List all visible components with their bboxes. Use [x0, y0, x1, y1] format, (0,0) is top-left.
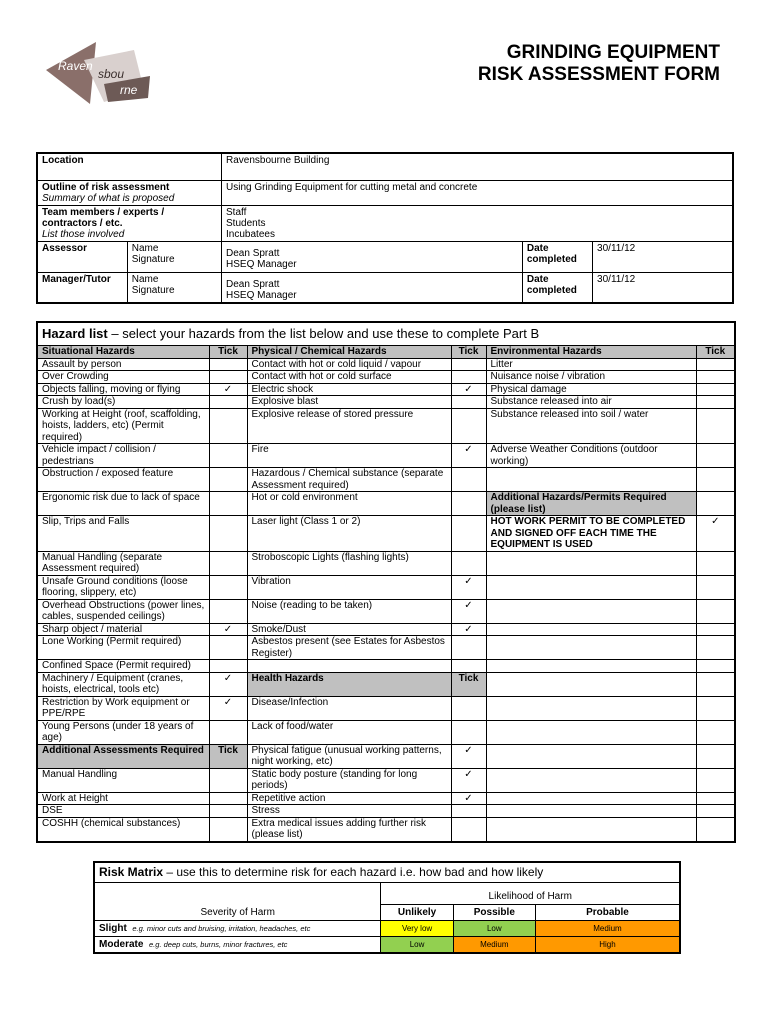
team-value-1: Staff	[226, 206, 247, 218]
logo-text-3: rne	[120, 83, 138, 97]
manager-fields	[127, 272, 221, 303]
hazard-row	[37, 551, 735, 575]
situational-hazard: Confined Space (Permit required)	[37, 660, 209, 673]
environmental-hazard: Litter	[486, 358, 696, 371]
title-line-2: RISK ASSESSMENT FORM	[477, 64, 720, 85]
physical-tick: ✓	[451, 599, 486, 623]
assessor-date: 30/11/12	[593, 241, 733, 272]
slight-label: Slight	[99, 923, 127, 934]
physical-hazard: Static body posture (standing for long periods)	[247, 768, 451, 792]
physical-tick	[451, 516, 486, 552]
row-moderate-label	[94, 937, 381, 954]
environmental-hazard	[486, 792, 696, 805]
hazard-list-table	[36, 321, 736, 843]
physical-hazard: Explosive release of stored pressure	[247, 408, 451, 444]
situational-tick	[209, 636, 247, 660]
environmental-tick	[696, 575, 735, 599]
assessor-signature-label: Signature	[131, 253, 175, 265]
hazard-row	[37, 792, 735, 805]
situational-hazard: Additional Assessments Required	[37, 744, 209, 768]
team-values	[222, 205, 733, 241]
hazard-row	[37, 623, 735, 636]
physical-tick: ✓	[451, 792, 486, 805]
outline-sub: Summary of what is proposed	[42, 192, 175, 204]
col-probable: Probable	[535, 905, 680, 921]
environmental-hazard	[486, 744, 696, 768]
environmental-tick	[696, 623, 735, 636]
physical-hazard: Smoke/Dust	[247, 623, 451, 636]
environmental-hazard	[486, 551, 696, 575]
situational-tick: ✓	[209, 383, 247, 396]
situational-hazard: Manual Handling	[37, 768, 209, 792]
environmental-tick	[696, 383, 735, 396]
physical-hazard: Noise (reading to be taken)	[247, 599, 451, 623]
physical-hazard: Asbestos present (see Estates for Asbestos Register)	[247, 636, 451, 660]
situational-hazard: Lone Working (Permit required)	[37, 636, 209, 660]
situational-tick	[209, 371, 247, 384]
physical-tick	[451, 720, 486, 744]
environmental-tick	[696, 744, 735, 768]
outline-value: Using Grinding Equipment for cutting metal and concrete	[222, 180, 733, 205]
environmental-header: Environmental Hazards	[486, 346, 696, 359]
col-unlikely: Unlikely	[381, 905, 453, 921]
environmental-tick	[696, 792, 735, 805]
physical-tick: ✓	[451, 575, 486, 599]
physical-hazard: Lack of food/water	[247, 720, 451, 744]
assessor-role: HSEQ Manager	[226, 258, 297, 270]
environmental-tick	[696, 720, 735, 744]
situational-hazard: Machinery / Equipment (cranes, hoists, electrical, tools etc)	[37, 672, 209, 696]
manager-date: 30/11/12	[593, 272, 733, 303]
hazard-row	[37, 383, 735, 396]
hazard-row	[37, 720, 735, 744]
physical-hazard: Fire	[247, 444, 451, 468]
situational-tick	[209, 468, 247, 492]
hazard-row	[37, 672, 735, 696]
tick-header-3: Tick	[696, 346, 735, 359]
environmental-tick	[696, 408, 735, 444]
hazard-row	[37, 396, 735, 409]
manager-value	[222, 272, 523, 303]
row-slight-label	[94, 921, 381, 937]
environmental-tick	[696, 817, 735, 842]
physical-tick	[451, 660, 486, 673]
assessment-details-table	[36, 152, 734, 304]
physical-hazard: Stress	[247, 805, 451, 818]
environmental-hazard	[486, 575, 696, 599]
situational-hazard: Work at Height	[37, 792, 209, 805]
situational-hazard: Obstruction / exposed feature	[37, 468, 209, 492]
environmental-hazard: Nuisance noise / vibration	[486, 371, 696, 384]
situational-hazard: Working at Height (roof, scaffolding, hoists, ladders, etc) (Permit required)	[37, 408, 209, 444]
physical-hazard: Repetitive action	[247, 792, 451, 805]
physical-hazard: Electric shock	[247, 383, 451, 396]
manager-role: HSEQ Manager	[226, 289, 297, 301]
physical-tick	[451, 358, 486, 371]
situational-tick: Tick	[209, 744, 247, 768]
moderate-possible: Medium	[453, 937, 535, 954]
hazard-rows	[37, 358, 735, 842]
physical-hazard: Contact with hot or cold surface	[247, 371, 451, 384]
moderate-probable: High	[535, 937, 680, 954]
environmental-hazard: HOT WORK PERMIT TO BE COMPLETED AND SIGNED OFF EACH TIME THE EQUIPMENT IS USED	[486, 516, 696, 552]
situational-hazard: COSHH (chemical substances)	[37, 817, 209, 842]
slight-probable: Medium	[535, 921, 680, 937]
moderate-unlikely: Low	[381, 937, 453, 954]
page-title	[478, 42, 720, 86]
environmental-tick	[696, 396, 735, 409]
situational-tick	[209, 492, 247, 516]
situational-tick	[209, 408, 247, 444]
environmental-hazard	[486, 696, 696, 720]
environmental-tick	[696, 358, 735, 371]
physical-tick	[451, 805, 486, 818]
risk-matrix-title	[94, 862, 680, 883]
physical-tick: ✓	[451, 444, 486, 468]
physical-hazard: Physical fatigue (unusual working patterns, night working, etc)	[247, 744, 451, 768]
environmental-hazard	[486, 660, 696, 673]
physical-tick	[451, 636, 486, 660]
situational-hazard: Assault by person	[37, 358, 209, 371]
tick-header-2: Tick	[451, 346, 486, 359]
physical-tick: ✓	[451, 768, 486, 792]
tick-header-1: Tick	[209, 346, 247, 359]
situational-tick	[209, 599, 247, 623]
environmental-tick	[696, 444, 735, 468]
situational-tick	[209, 575, 247, 599]
physical-tick	[451, 396, 486, 409]
manager-name-label: Name	[131, 273, 159, 285]
situational-tick	[209, 817, 247, 842]
hazard-row	[37, 371, 735, 384]
hazard-title-rest: – select your hazards from the list below and use these to complete Part B	[107, 326, 540, 341]
risk-matrix-title-rest: – use this to determine risk for each hazard i.e. how bad and how likely	[163, 865, 544, 879]
hazard-row	[37, 805, 735, 818]
hazard-row	[37, 492, 735, 516]
team-value-3: Incubatees	[226, 228, 275, 240]
situational-hazard: DSE	[37, 805, 209, 818]
environmental-tick	[696, 660, 735, 673]
environmental-tick	[696, 492, 735, 516]
environmental-hazard	[486, 768, 696, 792]
assessor-value	[222, 241, 523, 272]
situational-tick	[209, 660, 247, 673]
slight-example: e.g. minor cuts and bruising, irritation, headaches, etc	[132, 924, 311, 933]
assessor-name-label: Name	[131, 242, 159, 254]
hazard-row	[37, 358, 735, 371]
manager-signature-label: Signature	[131, 284, 175, 296]
location-label: Location	[37, 153, 222, 180]
physical-hazard: Hot or cold environment	[247, 492, 451, 516]
physical-hazard: Disease/Infection	[247, 696, 451, 720]
situational-tick: ✓	[209, 623, 247, 636]
situational-tick: ✓	[209, 672, 247, 696]
logo-text-2: sbou	[98, 67, 125, 81]
team-cell	[37, 205, 222, 241]
situational-tick	[209, 792, 247, 805]
physical-hazard: Health Hazards	[247, 672, 451, 696]
situational-hazard: Over Crowding	[37, 371, 209, 384]
physical-tick: ✓	[451, 623, 486, 636]
hazard-row	[37, 575, 735, 599]
hazard-row	[37, 599, 735, 623]
environmental-tick	[696, 768, 735, 792]
situational-hazard: Overhead Obstructions (power lines, cables, suspended ceilings)	[37, 599, 209, 623]
slight-possible: Low	[453, 921, 535, 937]
environmental-tick	[696, 599, 735, 623]
environmental-tick	[696, 468, 735, 492]
environmental-hazard	[486, 599, 696, 623]
likelihood-label: Likelihood of Harm	[381, 883, 680, 905]
environmental-hazard	[486, 636, 696, 660]
severity-label: Severity of Harm	[94, 905, 381, 921]
environmental-tick	[696, 371, 735, 384]
environmental-hazard	[486, 817, 696, 842]
situational-hazard: Vehicle impact / collision / pedestrians	[37, 444, 209, 468]
environmental-hazard	[486, 623, 696, 636]
physical-hazard: Explosive blast	[247, 396, 451, 409]
physical-tick: ✓	[451, 383, 486, 396]
moderate-example: e.g. deep cuts, burns, minor fractures, etc	[149, 940, 288, 949]
situational-hazard: Manual Handling (separate Assessment required)	[37, 551, 209, 575]
physical-tick: ✓	[451, 744, 486, 768]
hazard-title-bold: Hazard list	[42, 326, 108, 341]
hazard-row	[37, 744, 735, 768]
physical-tick: Tick	[451, 672, 486, 696]
environmental-tick	[696, 672, 735, 696]
outline-cell	[37, 180, 222, 205]
physical-tick	[451, 551, 486, 575]
team-value-2: Students	[226, 217, 266, 229]
hazard-row	[37, 468, 735, 492]
hazard-row	[37, 817, 735, 842]
situational-hazard: Unsafe Ground conditions (loose flooring, slippery, etc)	[37, 575, 209, 599]
logo-text-1: Raven	[58, 59, 93, 73]
physical-hazard: Extra medical issues adding further risk (please list)	[247, 817, 451, 842]
environmental-tick: ✓	[696, 516, 735, 552]
slight-unlikely: Very low	[381, 921, 453, 937]
assessor-date-label: Date completed	[522, 241, 592, 272]
environmental-hazard: Physical damage	[486, 383, 696, 396]
risk-matrix-title-bold: Risk Matrix	[99, 865, 164, 879]
environmental-tick	[696, 551, 735, 575]
physical-tick	[451, 817, 486, 842]
title-line-1: GRINDING EQUIPMENT	[506, 42, 720, 63]
environmental-hazard	[486, 468, 696, 492]
manager-date-label: Date completed	[522, 272, 592, 303]
situational-tick	[209, 768, 247, 792]
hazard-row	[37, 768, 735, 792]
environmental-hazard	[486, 720, 696, 744]
hazard-list-title	[37, 322, 735, 346]
physical-tick	[451, 492, 486, 516]
hazard-row	[37, 696, 735, 720]
environmental-hazard: Substance released into soil / water	[486, 408, 696, 444]
environmental-tick	[696, 636, 735, 660]
hazard-row	[37, 516, 735, 552]
situational-tick	[209, 444, 247, 468]
physical-hazard: Stroboscopic Lights (flashing lights)	[247, 551, 451, 575]
ravensbourne-logo	[44, 40, 154, 106]
situational-hazard: Restriction by Work equipment or PPE/RPE	[37, 696, 209, 720]
situational-tick	[209, 516, 247, 552]
physical-tick	[451, 696, 486, 720]
situational-tick	[209, 396, 247, 409]
outline-label: Outline of risk assessment	[42, 181, 170, 193]
location-value: Ravensbourne Building	[222, 153, 733, 180]
hazard-row	[37, 660, 735, 673]
team-label: Team members / experts / contractors / etc.	[42, 206, 165, 229]
physical-tick	[451, 468, 486, 492]
physical-header: Physical / Chemical Hazards	[247, 346, 451, 359]
environmental-tick	[696, 696, 735, 720]
physical-hazard: Laser light (Class 1 or 2)	[247, 516, 451, 552]
situational-hazard: Ergonomic risk due to lack of space	[37, 492, 209, 516]
environmental-hazard	[486, 805, 696, 818]
moderate-label: Moderate	[99, 939, 144, 950]
environmental-hazard: Substance released into air	[486, 396, 696, 409]
physical-tick	[451, 371, 486, 384]
manager-label: Manager/Tutor	[37, 272, 127, 303]
assessor-fields	[127, 241, 221, 272]
situational-hazard: Objects falling, moving or flying	[37, 383, 209, 396]
assessor-name: Dean Spratt	[226, 247, 280, 259]
situational-header: Situational Hazards	[37, 346, 209, 359]
environmental-hazard: Adverse Weather Conditions (outdoor working)	[486, 444, 696, 468]
situational-tick	[209, 551, 247, 575]
situational-tick: ✓	[209, 696, 247, 720]
situational-hazard: Slip, Trips and Falls	[37, 516, 209, 552]
situational-hazard: Sharp object / material	[37, 623, 209, 636]
environmental-hazard	[486, 672, 696, 696]
risk-matrix-table	[93, 861, 681, 954]
hazard-row	[37, 444, 735, 468]
matrix-corner	[94, 883, 381, 905]
col-possible: Possible	[453, 905, 535, 921]
situational-tick	[209, 358, 247, 371]
physical-hazard: Vibration	[247, 575, 451, 599]
assessor-label: Assessor	[37, 241, 127, 272]
environmental-hazard: Additional Hazards/Permits Required (please list)	[486, 492, 696, 516]
hazard-row	[37, 636, 735, 660]
situational-hazard: Young Persons (under 18 years of age)	[37, 720, 209, 744]
situational-tick	[209, 720, 247, 744]
physical-hazard: Hazardous / Chemical substance (separate Assessment required)	[247, 468, 451, 492]
physical-hazard	[247, 660, 451, 673]
team-sub: List those involved	[42, 228, 125, 240]
manager-name: Dean Spratt	[226, 278, 280, 290]
physical-tick	[451, 408, 486, 444]
environmental-tick	[696, 805, 735, 818]
hazard-row	[37, 408, 735, 444]
situational-hazard: Crush by load(s)	[37, 396, 209, 409]
physical-hazard: Contact with hot or cold liquid / vapour	[247, 358, 451, 371]
situational-tick	[209, 805, 247, 818]
